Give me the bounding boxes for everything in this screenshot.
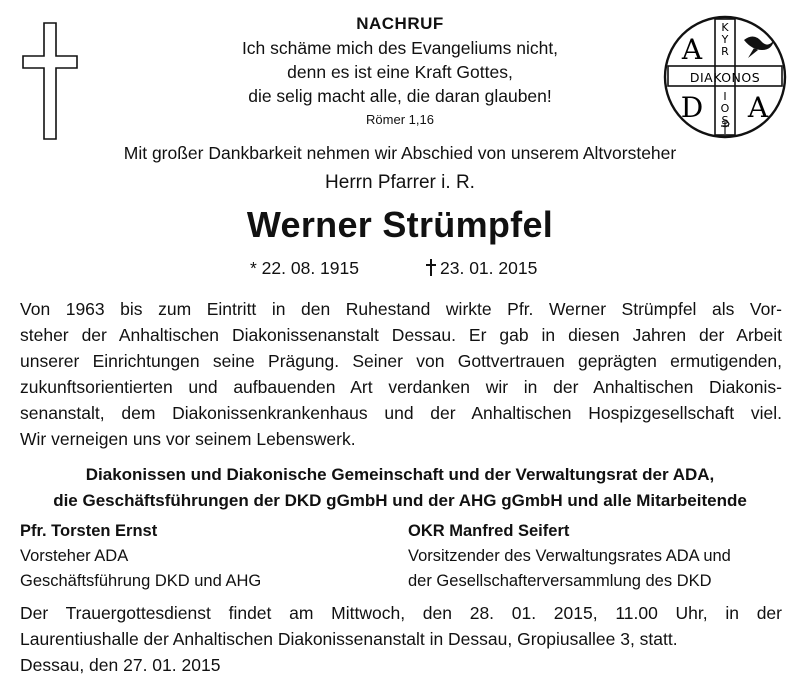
biography-line: Wir verneigen uns vor seinem Lebenswerk.: [20, 429, 356, 449]
signatory-right: [408, 519, 731, 594]
mourners-line: die Geschäftsführungen der DKD gGmbH und der AHG gGmbH und alle Mitarbeitende: [53, 491, 747, 510]
service-line: Der Trauergottesdienst findet am Mittwoch, den 28. 01. 2015, 11.00 Uhr, in der: [20, 603, 782, 623]
biography-line: Von 1963 bis zum Eintritt in den Ruhestand wirkte Pfr. Werner Strümpfel als Vor-: [20, 299, 782, 319]
svg-text:R: R: [721, 45, 729, 58]
svg-text:A: A: [747, 91, 769, 124]
death-date-text: 23. 01. 2015: [440, 258, 538, 278]
mourners-line: Diakonissen und Diakonische Gemeinschaft und der Verwaltungsrat der ADA,: [85, 465, 715, 484]
intro-text: Mit großer Dankbarkeit nehmen wir Abschied von unserem Altvorsteher: [123, 143, 677, 163]
death-date: [425, 258, 537, 279]
svg-text:DIAKONOS: DIAKONOS: [689, 70, 761, 85]
svg-text:K: K: [721, 21, 729, 34]
dagger-icon: [425, 259, 437, 276]
biography-line: steher der Anhaltischen Diakonissenanstalt Dessau. Er gab in diesen Jahren der Arbeit: [20, 325, 782, 345]
signatory-left: [20, 519, 261, 594]
verse-line: denn es ist eine Kraft Gottes,: [287, 62, 513, 82]
biography-line: zukunftsorientierten und aufbauenden Art verdanken wir in der Anhaltischen Diakonis-: [20, 377, 782, 397]
verse-line: Ich schäme mich des Evangeliums nicht,: [241, 38, 559, 58]
svg-text:Y: Y: [721, 33, 729, 46]
biography-text: [20, 296, 782, 452]
svg-text:I: I: [723, 90, 727, 103]
svg-text:O: O: [720, 102, 730, 115]
signatory-role: Geschäftsführung DKD und AHG: [20, 572, 262, 590]
verse-reference: Römer 1,16: [366, 112, 434, 127]
diakonos-seal-logo: [662, 14, 788, 140]
deceased-name: Werner Strümpfel: [246, 204, 554, 245]
biography-line: unserer Einrichtungen seine Prägung. Seiner von Gottvertrauen geprägten ermutigenden,: [20, 351, 782, 371]
signatory-role: Vorsitzender des Verwaltungsrates ADA und: [408, 547, 731, 565]
honorific: Herrn Pfarrer i. R.: [325, 172, 475, 193]
verse-line: die selig macht alle, die daran glauben!: [248, 86, 552, 106]
signatory-name: OKR Manfred Seifert: [408, 522, 570, 540]
svg-text:S: S: [721, 114, 729, 127]
signatory-name: Pfr. Torsten Ernst: [20, 522, 158, 540]
notice-heading: NACHRUF: [356, 14, 444, 33]
signatory-role: Vorsteher ADA: [20, 547, 129, 565]
biography-line: senanstalt, dem Diakonissenkrankenhaus und der Anhaltischen Hospizgesellschaft viel.: [20, 403, 782, 423]
cross-icon: [22, 22, 78, 140]
service-line: Laurentiushalle der Anhaltischen Diakonissenanstalt in Dessau, Gropiusallee 3, statt.: [20, 629, 678, 649]
svg-text:D: D: [680, 91, 704, 124]
birth-date: * 22. 08. 1915: [250, 258, 359, 278]
signatory-role: der Gesellschafterversammlung des DKD: [408, 572, 712, 590]
svg-text:A: A: [681, 33, 703, 66]
funeral-service-text: [20, 600, 782, 652]
place-date: Dessau, den 27. 01. 2015: [20, 655, 221, 675]
